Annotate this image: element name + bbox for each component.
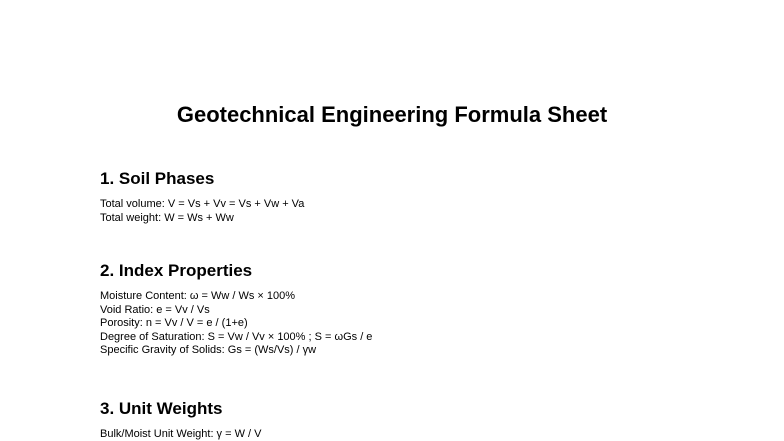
formula-line: Porosity: n = Vv / V = e / (1+e) bbox=[100, 317, 248, 329]
section-soil-phases bbox=[100, 169, 760, 225]
formula-line: Total weight: W = Ws + Ww bbox=[100, 211, 234, 224]
formula-line: Void Ratio: e = Vv / Vs bbox=[100, 303, 210, 316]
formula-line: Moisture Content: ω = Ww / Ws × 100% bbox=[100, 290, 296, 302]
section-unit-weights bbox=[100, 399, 760, 441]
document-title: Geotechnical Engineering Formula Sheet bbox=[176, 102, 608, 127]
formula-list bbox=[100, 290, 760, 358]
section-heading: 2. Index Properties bbox=[100, 261, 253, 280]
formula-list bbox=[100, 428, 760, 441]
formula-line: Bulk/Moist Unit Weight: γ = W / V bbox=[100, 428, 262, 440]
section-heading: 3. Unit Weights bbox=[100, 399, 223, 418]
formula-list bbox=[100, 198, 760, 225]
formula-line: Degree of Saturation: S = Vw / Vv × 100% ; S = ωGs / e bbox=[100, 330, 373, 343]
section-index-properties bbox=[100, 261, 760, 358]
formula-line: Specific Gravity of Solids: Gs = (Ws/Vs) / γw bbox=[100, 344, 317, 356]
formula-line: Total volume: V = Vs + Vv = Vs + Vw + Va bbox=[100, 198, 305, 210]
section-heading: 1. Soil Phases bbox=[100, 169, 215, 188]
